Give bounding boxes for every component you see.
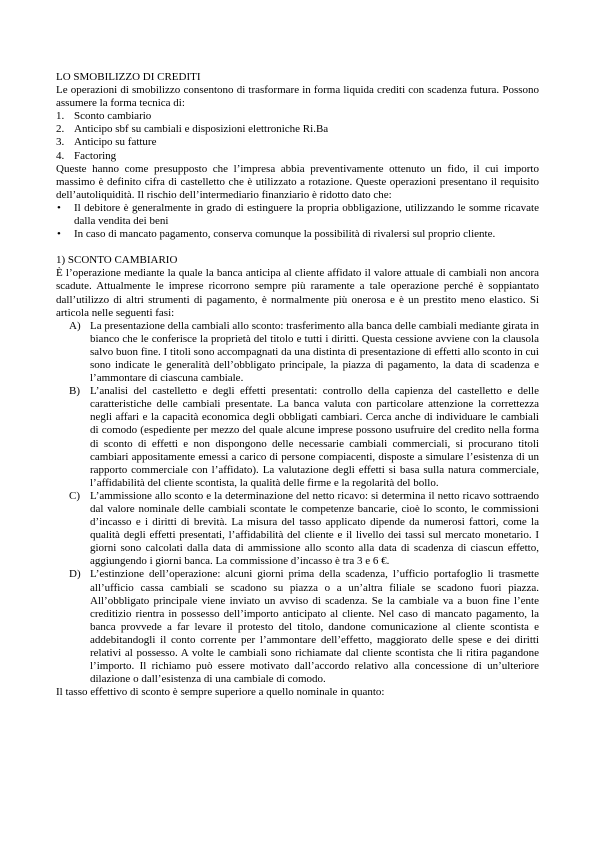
list-item — [56, 110, 539, 123]
list-item — [56, 150, 539, 163]
list-item — [56, 202, 539, 228]
list-item — [56, 228, 539, 241]
list-letter: A) — [69, 319, 81, 332]
list-item — [56, 490, 539, 569]
list-item — [56, 568, 539, 686]
list-item — [56, 123, 539, 136]
bullet-list — [56, 202, 539, 241]
list-item-text: Il debitore è generalmente in grado di estinguere la propria obbligazione, utilizzando le somme ricavate dalla vendita dei beni — [74, 201, 539, 228]
list-number: 4. — [56, 149, 65, 162]
document-body — [56, 71, 539, 699]
list-item — [56, 320, 539, 385]
list-item-text: L’estinzione dell’operazione: alcuni giorni prima della scadenza, l’ufficio portafoglio li trasmette all’ufficio cassa cambiali se scadono su piazza o a un’altra filiale se scadono fuori piazza. All’obbligato principale viene inviato un avviso di scadenza. Se la cambiale va a buon fine l’ente creditizio rientra in possesso dell’importo anticipato al cliente. Nel caso di mancato pagamento, la banca provvede a far levare il protesto del titolo, dandone comunicazione al cliente scontista e addebitandogli il conto corrente per l’ammontare dell’effetto, maggiorato delle spese e dei diritti relativi al possesso. A volte le cambiali sono richiamate dal cliente scontista che li ritira pagandone l’importo. Il richiamo può essere motivato dall’accordo relativo alla concessione di un’ulteriore dilazione o dall’esistenza di una cambiale di comodo. — [90, 568, 539, 686]
presupposto-paragraph: Queste hanno come presupposto che l’impresa abbia preventivamente ottenuto un fido, il cui importo massimo è definito cifra di castelletto che è utilizzato a rotazione. Queste operazioni presentano il requisito dell’autoliquidità. Il rischio dell’intermediario finanziario è ridotto dato che: — [56, 162, 539, 201]
list-item — [56, 385, 539, 490]
list-letter: D) — [69, 568, 81, 581]
bullet-icon: • — [57, 201, 61, 214]
document-title: LO SMOBILIZZO DI CREDITI — [56, 71, 201, 83]
closing-paragraph: Il tasso effettivo di sconto è sempre superiore a quello nominale in quanto: — [56, 686, 385, 699]
paragraph-spacer — [56, 241, 539, 254]
list-item — [56, 136, 539, 149]
list-letter: C) — [69, 489, 80, 502]
forms-list — [56, 110, 539, 162]
list-item-text: Sconto cambiario — [74, 110, 152, 123]
list-item-text: Anticipo su fatture — [74, 136, 157, 149]
list-item-text: La presentazione della cambiali allo sconto: trasferimento alla banca delle cambiali mediante girata in bianco che le conferisce la proprietà del titolo e tutti i diritti. Questa cessione avviene con la clausola salvo buon fine. I titoli sono accompagnati da una distinta di presentazione di effetti allo sconto in cui sono indicate le generalità dell’obbligato principale, la piazza di pagamento, la data di scadenza e l’ammontare di ciascuna cambiale. — [90, 319, 539, 385]
section-intro-paragraph: È l’operazione mediante la quale la banca anticipa al cliente affidato il valore attuale di cambiali non ancora scadute. Attualmente le imprese ricorrono sempre più raramente a tale operazione perché è soppiantato dall’utilizzo di altri strumenti di pagamento, è normalmente più onerosa e è un prestito meno elastico. Si articola nelle seguenti fasi: — [56, 267, 539, 319]
section-title: 1) SCONTO CAMBIARIO — [56, 254, 178, 267]
list-number: 2. — [56, 123, 65, 136]
phases-list — [56, 320, 539, 687]
list-item-text: L’analisi del castelletto e degli effetti presentati: controllo della capienza del castelletto e delle caratteristiche delle cambiali presentate. La banca valuta con particolare attenzione la correttezza negli affari e la capacità economica degli obbligati cambiari. Cerca anche di individuare le cambiali di comodo (espediente per mezzo del quale alcune imprese possono usufruire del credito nella forma di sconto di effetti e non dispongono delle necessarie cambiali commerciali, si procurano titoli cambiari appositamente emessi a carico di persone compiacenti, disposte a simulare l’esistenza di un rapporto commerciale con l’affidato). La valutazione degli effetti si basa sulla natura commerciale, l’affidabilità del cliente scontista, la qualità delle firme e la regolarità del bollo. — [90, 385, 539, 489]
list-item-text: In caso di mancato pagamento, conserva comunque la possibilità di rivalersi sul proprio cliente. — [74, 228, 496, 241]
list-number: 3. — [56, 136, 65, 149]
list-item-text: Anticipo sbf su cambiali e disposizioni elettroniche Ri.Ba — [74, 123, 329, 136]
list-item-text: Factoring — [74, 149, 117, 162]
intro-paragraph: Le operazioni di smobilizzo consentono di trasformare in forma liquida crediti con scadenza futura. Possono assumere la forma tecnica di: — [56, 84, 539, 110]
list-letter: B) — [69, 385, 80, 398]
list-item-text: L’ammissione allo sconto e la determinazione del netto ricavo: si determina il netto ricavo sottraendo dal valore nominale delle cambiali scontate le competenze bancarie, cioè lo sconto, le commissioni d’incasso e i diritti di brevità. La misura del tasso applicato dipende da numerosi fattori, come la qualità degli effetti presentati, l’affidabilità del cliente e il livello dei tassi sul mercato monetario. I giorni sono calcolati dalla data di ammissione allo sconto alla data di scadenza di ciascun effetto, aggiungendo i giorni banca. La commissione d’incasso è tra 3 e 6 €. — [90, 489, 539, 568]
list-number: 1. — [56, 110, 65, 123]
bullet-icon: • — [57, 228, 61, 241]
